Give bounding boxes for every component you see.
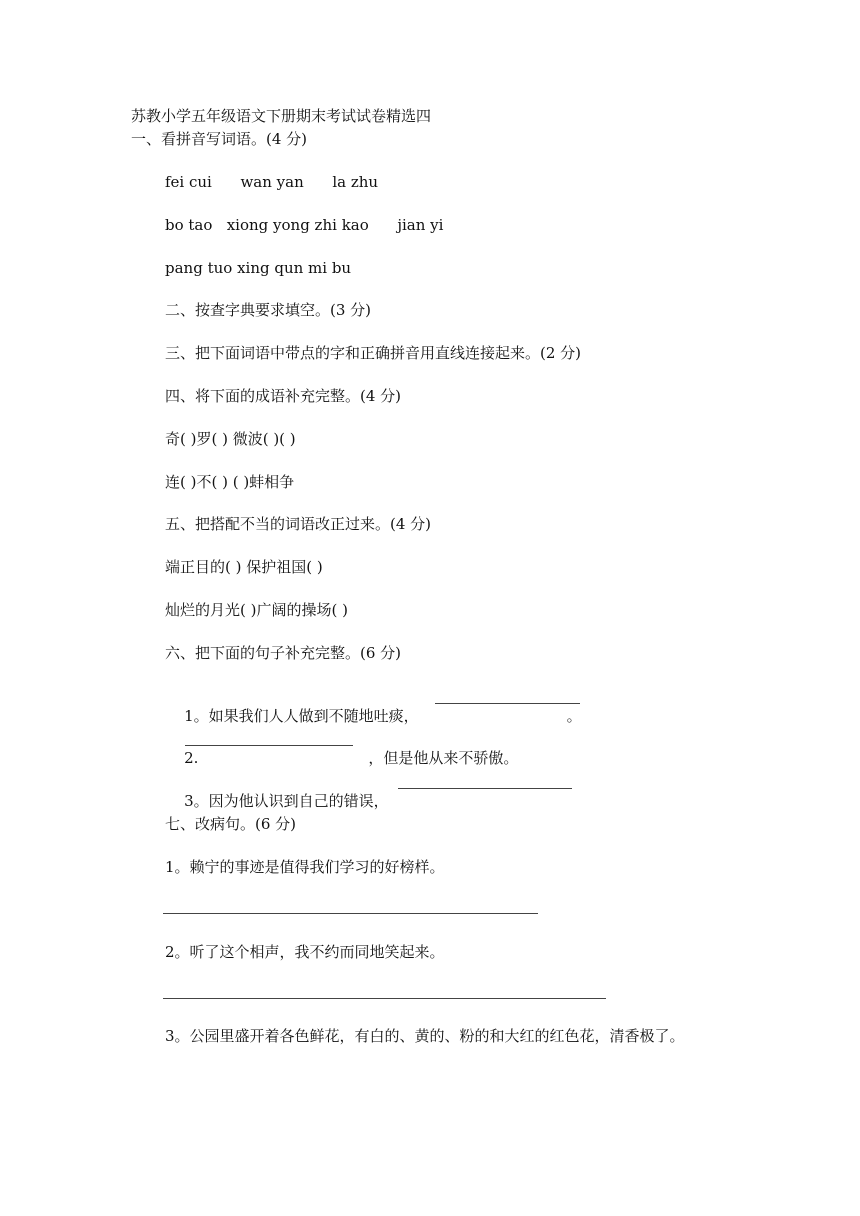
idiom-row-2: 连( )不( ) ( )蚌相争: [165, 473, 295, 491]
sick-sentence-1-answer-line: [163, 913, 538, 914]
sick-sentence-2-answer-line: [163, 998, 606, 999]
sentence-1-end: 。: [566, 707, 582, 725]
section-7-heading: 七、改病句。(6 分): [165, 815, 297, 833]
sick-sentence-2: 2。听了这个相声，我不约而同地笑起来。: [165, 943, 445, 961]
sick-sentence-1: 1。赖宁的事迹是值得我们学习的好榜样。: [165, 858, 445, 876]
section-2-heading: 二、按查字典要求填空。(3 分): [165, 301, 372, 319]
sick-sentence-3: 3。公园里盛开着各色鲜花，有白的、黄的、粉的和大红的红色花，清香极了。: [165, 1027, 685, 1045]
sentence-2-end: ，但是他从来不骄傲。: [368, 749, 519, 767]
section-1-heading: 一、看拼音写词语。(4 分): [131, 130, 308, 148]
pinyin-row-1: fei cui wan yan la zhu: [165, 173, 379, 191]
section-4-heading: 四、将下面的成语补充完整。(4 分): [165, 387, 402, 405]
collocation-row-2: 灿烂的月光( )广阔的操场( ): [165, 601, 348, 619]
sentence-1-answer-line: [435, 703, 580, 704]
sentence-1-text: 1。如果我们人人做到不随地吐痰，: [184, 707, 419, 725]
section-5-heading: 五、把搭配不当的词语改正过来。(4 分): [165, 515, 432, 533]
section-3-heading: 三、把下面词语中带点的字和正确拼音用直线连接起来。(2 分): [165, 344, 582, 362]
sentence-2-text: 2.: [184, 749, 199, 767]
pinyin-row-3: pang tuo xing qun mi bu: [165, 259, 352, 277]
section-6-heading: 六、把下面的句子补充完整。(6 分): [165, 644, 402, 662]
sentence-2-answer-line: [185, 745, 353, 746]
exam-title: 苏教小学五年级语文下册期末考试试卷精选四: [131, 107, 432, 125]
collocation-row-1: 端正目的( ) 保护祖国( ): [165, 558, 323, 576]
sentence-3-text: 3。因为他认识到自己的错误，: [184, 792, 389, 810]
pinyin-row-2: bo tao xiong yong zhi kao jian yi: [165, 216, 444, 234]
idiom-row-1: 奇( )罗( ) 微波( )( ): [165, 430, 296, 448]
sentence-3-answer-line: [398, 788, 572, 789]
